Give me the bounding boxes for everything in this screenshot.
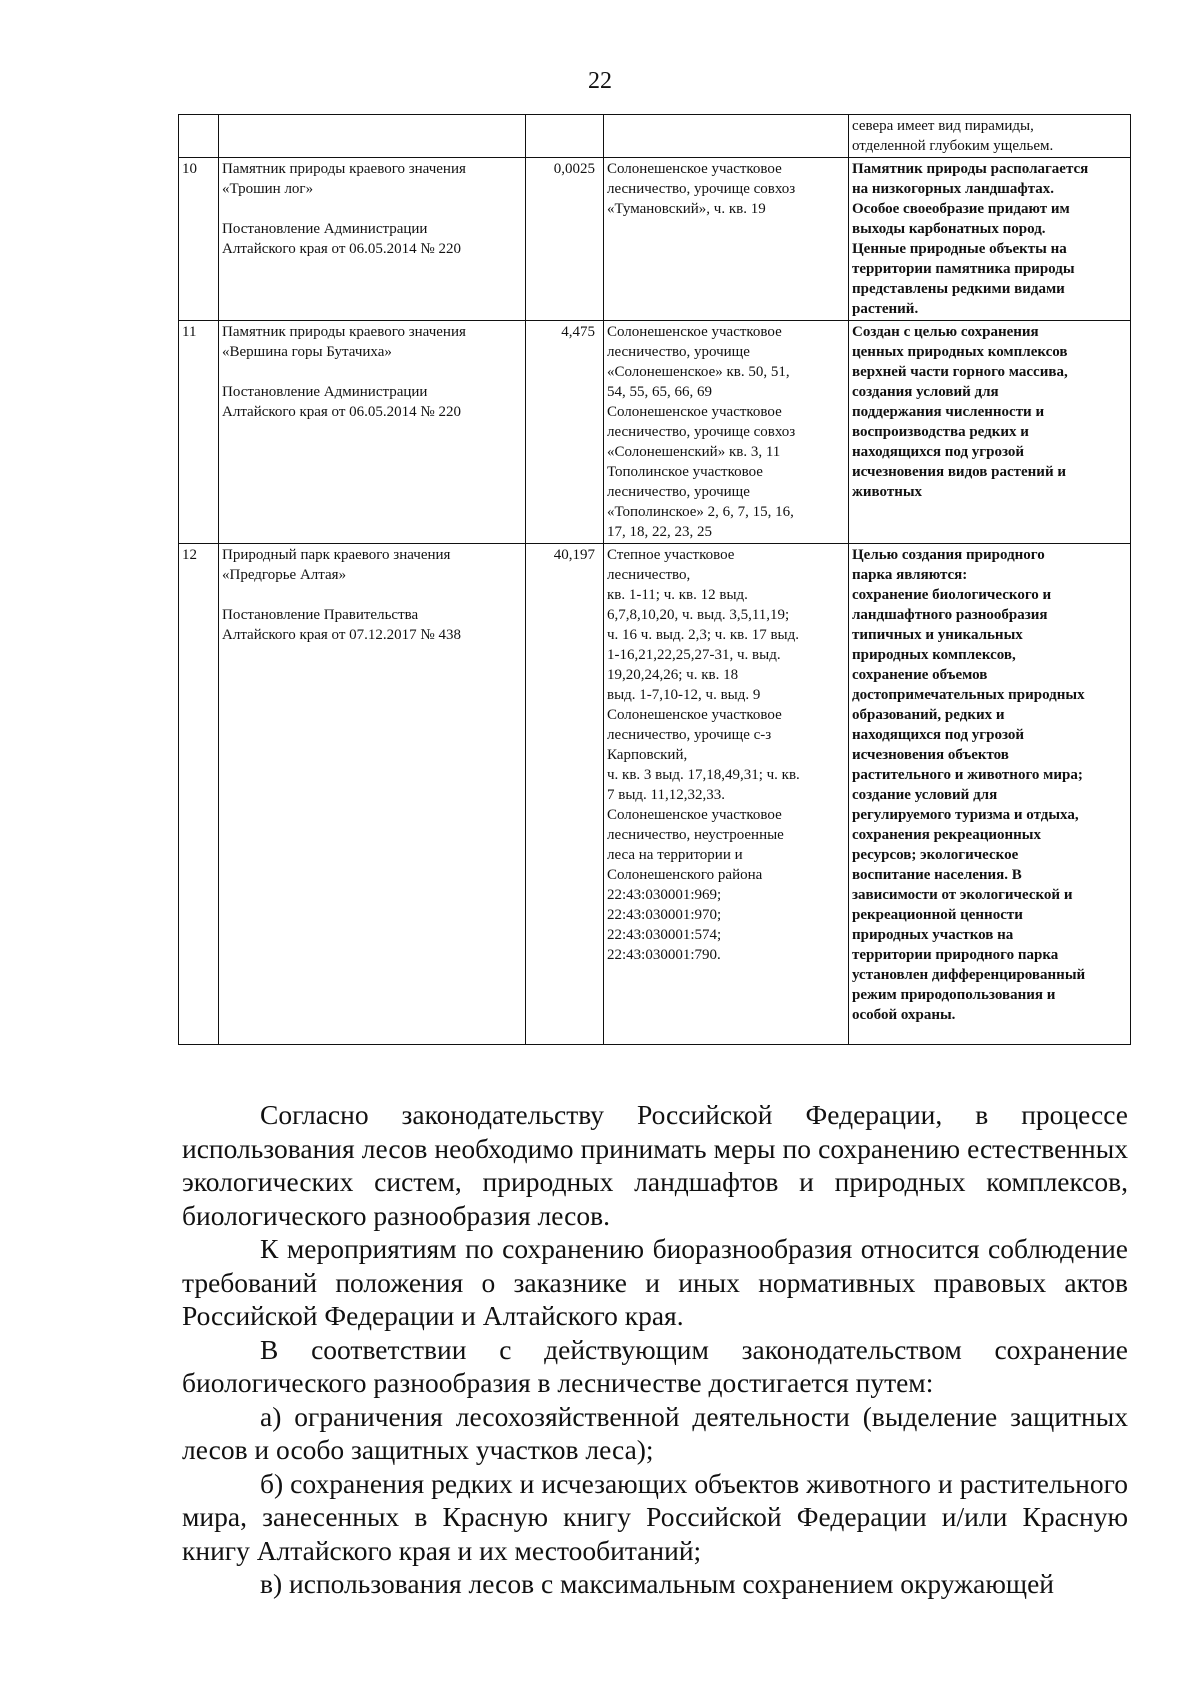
location xyxy=(604,321,849,544)
location-line: 19,20,24,26; ч. кв. 18 xyxy=(607,667,739,683)
name-line xyxy=(222,585,522,605)
description-line: рекреационной ценности xyxy=(852,907,1023,923)
paragraph: в) использования лесов с максимальным сохранением окружающей xyxy=(260,1568,1055,1599)
description-line: зависимости от экологической и xyxy=(852,887,1073,903)
description-line: режим природопользования и xyxy=(852,987,1056,1003)
description-line: на низкогорных ландшафтах. xyxy=(852,181,1055,197)
row-number xyxy=(179,115,219,158)
location-line: 22:43:030001:969; xyxy=(607,887,722,903)
description-line: образований, редких и xyxy=(852,707,1005,723)
area-value: 4,475 xyxy=(526,321,604,544)
description-line: природных участков на xyxy=(852,927,1014,943)
description-line: природных комплексов, xyxy=(852,647,1016,663)
location xyxy=(604,115,849,158)
description-line: ландшафтного разнообразия xyxy=(852,607,1048,623)
description-line: сохранения рекреационных xyxy=(852,827,1042,843)
object-name xyxy=(219,321,526,544)
location-line: Солонешенское участковое xyxy=(607,324,782,340)
location-line: лесничество, урочище совхоз xyxy=(607,181,796,197)
table-row xyxy=(179,321,1131,544)
description-line: животных xyxy=(852,484,923,500)
location-line: Карповский, xyxy=(607,747,688,763)
name-line: Постановление Правительства xyxy=(222,607,419,623)
row-number: 11 xyxy=(179,321,219,544)
description-line: растений. xyxy=(852,301,919,317)
name-line: «Трошин лог» xyxy=(222,181,314,197)
description-line: типичных и уникальных xyxy=(852,627,1023,643)
paragraph: В соответствии с действующим законодательством сохранение биологического разнообразия в лесничестве достигается путем: xyxy=(182,1333,1128,1398)
area-value: 40,197 xyxy=(526,544,604,1045)
object-name xyxy=(219,115,526,158)
description-line: представлены редкими видами xyxy=(852,281,1065,297)
table-row xyxy=(179,544,1131,1045)
description-line: регулируемого туризма и отдыха, xyxy=(852,807,1079,823)
name-line: Алтайского края от 06.05.2014 № 220 xyxy=(222,404,461,420)
description-line: достопримечательных природных xyxy=(852,687,1085,703)
location-line: 6,7,8,10,20, ч. выд. 3,5,11,19; xyxy=(607,607,790,623)
description-line: воспитание населения. В xyxy=(852,867,1022,883)
description xyxy=(849,544,1131,1045)
name-line xyxy=(222,362,522,382)
location-line: 22:43:030001:790. xyxy=(607,947,721,963)
location-line: «Тополинское» 2, 6, 7, 15, 16, xyxy=(607,504,794,520)
name-line: Постановление Администрации xyxy=(222,221,428,237)
description-line: исчезновения объектов xyxy=(852,747,1009,763)
description-line: сохранение объемов xyxy=(852,667,988,683)
location-line: 17, 18, 22, 23, 25 xyxy=(607,524,712,540)
location-line: ч. 16 ч. выд. 2,3; ч. кв. 17 выд. xyxy=(607,627,800,643)
location-line: Солонешенское участковое xyxy=(607,161,782,177)
row-number: 10 xyxy=(179,158,219,321)
description-line: Целью создания природного xyxy=(852,547,1045,563)
table-row xyxy=(179,115,1131,158)
paragraph: К мероприятиям по сохранению биоразнообразия относится соблюдение требований положения о заказнике и иных нормативных правовых актов Российской Федерации и Алтайского края. xyxy=(182,1233,1128,1331)
body-text xyxy=(182,1098,1128,1601)
description xyxy=(849,115,1131,158)
description-line: установлен дифференцированный xyxy=(852,967,1086,983)
description xyxy=(849,158,1131,321)
name-line xyxy=(222,199,522,219)
location-line: лесничество, урочище с-з xyxy=(607,727,772,743)
location-line: Солонешенское участковое xyxy=(607,707,782,723)
description-line: территории памятника природы xyxy=(852,261,1075,277)
location-line: 7 выд. 11,12,32,33. xyxy=(607,787,725,803)
location-line: 22:43:030001:970; xyxy=(607,907,722,923)
location-line: кв. 1-11; ч. кв. 12 выд. xyxy=(607,587,748,603)
description-line: территории природного парка xyxy=(852,947,1059,963)
location-line: «Тумановский», ч. кв. 19 xyxy=(607,201,766,217)
name-line: Постановление Администрации xyxy=(222,384,428,400)
name-line: Природный парк краевого значения xyxy=(222,547,451,563)
description-line: Памятник природы располагается xyxy=(852,161,1089,177)
location-line: лесничество, урочище xyxy=(607,344,750,360)
location-line: ч. кв. 3 выд. 17,18,49,31; ч. кв. xyxy=(607,767,800,783)
paragraph: б) сохранения редких и исчезающих объектов животного и растительного мира, занесенных в Красную книгу Российской Федерации и/или Красную книгу Алтайского края и их местообитаний; xyxy=(182,1467,1128,1566)
description-line: парка являются: xyxy=(852,567,968,583)
description-line: Ценные природные объекты на xyxy=(852,241,1067,257)
location-line: лесничество, неустроенные xyxy=(607,827,784,843)
description-line: растительного и животного мира; xyxy=(852,767,1083,783)
description-line: верхней части горного массива, xyxy=(852,364,1068,380)
area-value: 0,0025 xyxy=(526,158,604,321)
object-name xyxy=(219,544,526,1045)
location-line: лесничество, xyxy=(607,567,691,583)
name-line: Алтайского края от 06.05.2014 № 220 xyxy=(222,241,461,257)
natural-areas-table xyxy=(178,114,1131,1045)
location-line: Солонешенское участковое xyxy=(607,404,782,420)
location-line: Солонешенское участковое xyxy=(607,807,782,823)
description-line: особой охраны. xyxy=(852,1007,956,1023)
description-line: сохранение биологического и xyxy=(852,587,1052,603)
description-line: Создан с целью сохранения xyxy=(852,324,1039,340)
name-line: «Вершина горы Бутачиха» xyxy=(222,344,392,360)
description-line: ресурсов; экологическое xyxy=(852,847,1019,863)
paragraph: Согласно законодательству Российской Федерации, в процессе использования лесов необходимо принимать меры по сохранению естественных экологических систем, природных ландшафтов и природных комплексов, биологического разнообразия лесов. xyxy=(182,1099,1128,1231)
location-line: лесничество, урочище совхоз xyxy=(607,424,796,440)
location xyxy=(604,158,849,321)
description-line: ценных природных комплексов xyxy=(852,344,1068,360)
paragraph: а) ограничения лесохозяйственной деятельности (выделение защитных лесов и особо защитных участков леса); xyxy=(182,1400,1128,1465)
page-number: 22 xyxy=(588,68,612,94)
row-number: 12 xyxy=(179,544,219,1045)
location-line: 1-16,21,22,25,27-31, ч. выд. xyxy=(607,647,781,663)
location-line: Степное участковое xyxy=(607,547,735,563)
name-line: Памятник природы краевого значения xyxy=(222,324,466,340)
description xyxy=(849,321,1131,544)
location xyxy=(604,544,849,1045)
location-line: Тополинское участковое xyxy=(607,464,763,480)
description-line: поддержания численности и xyxy=(852,404,1045,420)
location-line: выд. 1-7,10-12, ч. выд. 9 xyxy=(607,687,761,703)
location-line: «Солонешенское» кв. 50, 51, xyxy=(607,364,790,380)
object-name xyxy=(219,158,526,321)
description-line: выходы карбонатных пород. xyxy=(852,221,1046,237)
description-line: Особое своеобразие придают им xyxy=(852,201,1070,217)
description-line: находящихся под угрозой xyxy=(852,444,1025,460)
location-line: Солонешенского района xyxy=(607,867,763,883)
name-line: Алтайского края от 07.12.2017 № 438 xyxy=(222,627,461,643)
location-line: 22:43:030001:574; xyxy=(607,927,722,943)
description-line: создания условий для xyxy=(852,384,999,400)
description-line: отделенной глубоким ущельем. xyxy=(852,138,1054,154)
table-row xyxy=(179,158,1131,321)
location-line: «Солонешенский» кв. 3, 11 xyxy=(607,444,781,460)
description-line: создание условий для xyxy=(852,787,998,803)
name-line: Памятник природы краевого значения xyxy=(222,161,466,177)
description-line: воспроизводства редких и xyxy=(852,424,1029,440)
description-line: находящихся под угрозой xyxy=(852,727,1025,743)
description-line: исчезновения видов растений и xyxy=(852,464,1066,480)
area-value xyxy=(526,115,604,158)
location-line: 54, 55, 65, 66, 69 xyxy=(607,384,712,400)
description-line: севера имеет вид пирамиды, xyxy=(852,118,1034,134)
name-line: «Предгорье Алтая» xyxy=(222,567,347,583)
location-line: леса на территории и xyxy=(607,847,743,863)
location-line: лесничество, урочище xyxy=(607,484,750,500)
